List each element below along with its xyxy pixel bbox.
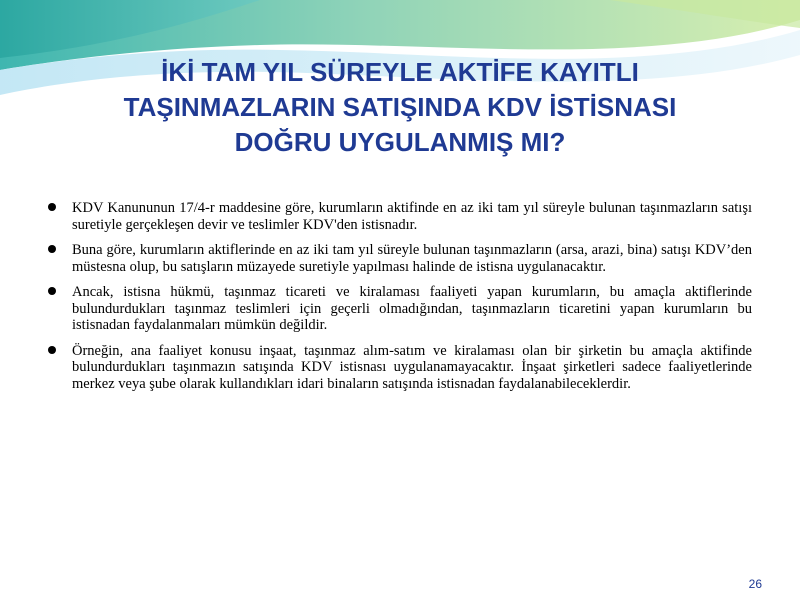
- bullet-item-2: [48, 242, 752, 275]
- bullet-dot-icon: [48, 287, 56, 295]
- title-line-3: DOĞRU UYGULANMIŞ MI?: [234, 127, 566, 157]
- bullet-text-4: Örneğin, ana faaliyet konusu inşaat, taşınmaz alım-satım ve kiralaması olan bir şirketin bu amaçla aktifinde bulundurdukları taşınmazın satışında KDV istisnası uygulanamayacaktır. İnşaat şirketleri sadece faaliyetlerinde merkez veya şube olarak kullandıkları idari binaların satışında istisnadan faydalanabileceklerdir.: [72, 342, 752, 392]
- bullet-item-3: [48, 284, 752, 334]
- bullet-dot-icon: [48, 346, 56, 354]
- bullet-list: [48, 200, 752, 401]
- bullet-text-2: Buna göre, kurumların aktiflerinde en az iki tam yıl süreyle bulunan taşınmazların (arsa, arazi, bina) satışı KDV’den müstesna olup, bu satışların müzayede suretiyle yapılması halinde de istisna uygulanacaktır.: [72, 242, 752, 275]
- bullet-text-3: Ancak, istisna hükmü, taşınmaz ticareti ve kiralaması faaliyeti yapan kurumların, bu amaçla aktiflerinde bulundurdukları taşınmaz teslimleri için geçerli olmadığından, taşınmazların ticaretini yapan kurumların bu istisnadan faydalanmaları mümkün değildir.: [72, 284, 752, 333]
- slide-title: [40, 55, 760, 160]
- bullet-dot-icon: [48, 245, 56, 253]
- title-line-2: TAŞINMAZLARIN SATIŞINDA KDV İSTİSNASI: [123, 92, 677, 122]
- bullet-item-1: [48, 200, 752, 233]
- bullet-dot-icon: [48, 203, 56, 211]
- bullet-text-1: KDV Kanununun 17/4-r maddesine göre, kurumların aktifinde en az iki tam yıl süreyle bulunan taşınmazların satışı suretiyle gerçekleşen devir ve teslimler KDV'den istisnadır.: [72, 200, 752, 233]
- title-line-1: İKİ TAM YIL SÜREYLE AKTİFE KAYITLI: [161, 57, 639, 87]
- bullet-item-4: [48, 343, 752, 393]
- page-number: 26: [748, 577, 762, 591]
